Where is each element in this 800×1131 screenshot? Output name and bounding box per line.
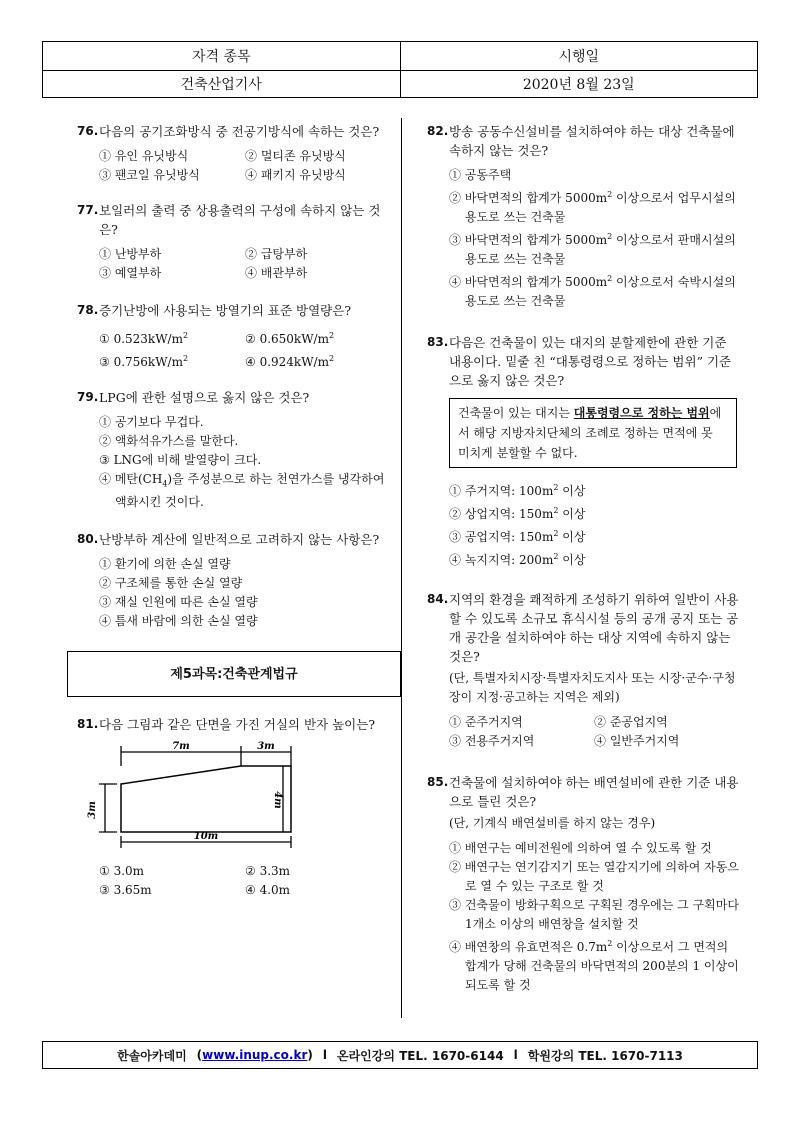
question-text: 다음은 건축물이 있는 대지의 분할제한에 관한 기준 내용이다. 밑줄 친 “대통령령으로 정하는 범위” 기준으로 옳지 않은 것은? [449, 335, 732, 388]
question-number: 77. [77, 203, 99, 217]
option-1[interactable]: ① 공기보다 무겁다. [99, 415, 204, 429]
option-2[interactable]: ② 바닥면적의 합계가 $5000m^2$ 이상으로서 업무시설의 용도로 쓰는 건축물 [449, 190, 736, 224]
footer-separator: l [322, 1048, 327, 1062]
option-4[interactable]: ④ 틈새 바람에 의한 손실 열량 [99, 614, 258, 629]
question-84 [427, 590, 739, 751]
option-4[interactable]: ④ 배연창의 유효면적은 $0.7m^2$ 이상으로서 그 면적의 합계가 당해 건축물의 바닥면적의 200분의 1 이상이 되도록 할 것 [449, 939, 739, 992]
option-2[interactable]: ② $0.650kW/m^2$ [245, 331, 335, 346]
option-1[interactable]: ① 유인 유닛방식 [99, 149, 189, 163]
option-3[interactable]: ③ 3.65m [99, 883, 152, 898]
option-1[interactable]: ① 환기에 의한 손실 열량 [99, 557, 231, 572]
question-condition: (단, 기계식 배연설비를 하지 않는 경우) [449, 816, 656, 830]
option-2[interactable]: ② 액화석유가스를 말한다. [99, 434, 239, 448]
option-3[interactable]: ③ 공업지역: $150m^2$ 이상 [449, 529, 586, 544]
question-number: 81. [77, 717, 99, 732]
option-4[interactable]: ④ 일반주거지역 [594, 734, 680, 748]
question-text: 건축물에 설치하여야 하는 배연설비에 관한 기준 내용으로 틀린 것은? [449, 775, 739, 809]
section-diagram [87, 740, 301, 852]
option-2[interactable]: ② 구조체를 통한 손실 열량 [99, 576, 243, 591]
footer-offline-tel: 학원강의 TEL. 1670-7113 [527, 1048, 683, 1063]
question-83 [427, 333, 739, 570]
question-number: 76. [77, 124, 99, 138]
column-divider [401, 118, 402, 1018]
right-column [427, 122, 739, 1007]
option-1[interactable]: ① 난방부하 [99, 247, 162, 261]
question-text: 증기난방에 사용되는 방열기의 표준 방열량은? [99, 303, 352, 318]
option-4[interactable]: ④ 바닥면적의 합계가 $5000m^2$ 이상으로서 숙박시설의 용도로 쓰는 건축물 [449, 274, 736, 308]
header-exam-date: 2020년 8월 23일 [400, 71, 758, 99]
question-text: 다음의 공기조화방식 중 전공기방식에 속하는 것은? [99, 124, 380, 139]
footer-online-tel: 온라인강의 TEL. 1670-6144 [336, 1048, 504, 1063]
dim-top-right: 3m [257, 741, 275, 753]
option-1[interactable]: ① 배연구는 예비전원에 의하여 열 수 있도록 할 것 [449, 841, 712, 855]
option-4[interactable]: ④ 배관부하 [245, 266, 308, 280]
option-3[interactable]: ③ 전용주거지역 [449, 734, 535, 748]
question-text: LPG에 관한 설명으로 옳지 않은 것은? [99, 390, 310, 405]
left-column [77, 122, 391, 912]
option-2[interactable]: ② 멀티존 유닛방식 [245, 149, 346, 163]
question-78 [77, 301, 391, 372]
option-2[interactable]: ② 배연구는 연기감지기 또는 열감지기에 의하여 자동으로 열 수 있는 구조로 할 것 [449, 860, 739, 893]
question-81 [77, 715, 391, 900]
question-76 [77, 122, 391, 185]
option-3[interactable]: ③ 바닥면적의 합계가 $5000m^2$ 이상으로서 판매시설의 용도로 쓰는 건축물 [449, 232, 736, 266]
footer-academy: 한솔아카데미 [117, 1048, 187, 1063]
option-4[interactable]: ④ 패키지 유닛방식 [245, 168, 346, 182]
option-4[interactable]: ④ 메탄$(CH_4)$을 주성분으로 하는 천연가스를 냉각하여 액화시킨 것이다. [99, 472, 385, 510]
option-2[interactable]: ② 준공업지역 [594, 715, 668, 729]
option-3[interactable]: ③ 팬코일 유닛방식 [99, 168, 200, 182]
footer-bar: 한솔아카데미 (www.inup.co.kr) l 온라인강의 TEL. 1670-6144 l 학원강의 TEL. 1670-7113 [42, 1041, 758, 1069]
question-number: 78. [77, 303, 99, 317]
question-number: 82. [427, 124, 449, 138]
subject-title: 제5과목:건축관계법규 [67, 651, 401, 697]
question-text: 다음 그림과 같은 단면을 가진 거실의 반자 높이는? [99, 717, 376, 733]
dim-bottom: 10m [193, 831, 219, 843]
option-3[interactable]: ③ 예열부하 [99, 266, 162, 280]
footer-separator: l [513, 1048, 518, 1062]
exam-header [42, 41, 758, 98]
header-label-type: 자격 종목 [191, 48, 251, 65]
question-number: 84. [427, 592, 449, 606]
question-79 [77, 388, 391, 512]
option-4[interactable]: ④ $0.924kW/m^2$ [245, 354, 335, 369]
dim-top-left: 7m [172, 741, 190, 753]
option-1[interactable]: ① 공동주택 [449, 168, 512, 182]
header-label-date: 시행일 [400, 42, 758, 70]
dim-left: 3m [87, 801, 98, 820]
option-1[interactable]: ① 준주거지역 [449, 715, 523, 729]
question-82 [427, 122, 739, 311]
option-2[interactable]: ② 상업지역: $150m^2$ 이상 [449, 506, 586, 521]
option-1[interactable]: ① 주거지역: $100m^2$ 이상 [449, 483, 586, 498]
question-text: 방송 공동수신설비를 설치하여야 하는 대상 건축물에 속하지 않는 것은? [449, 124, 735, 158]
question-text: 지역의 환경을 쾌적하게 조성하기 위하여 일반이 사용할 수 있도록 소규모 휴식시설 등의 공개 공지 또는 공개 공간을 설치하여야 하는 대상 지역에 속하지 않는 것은? [449, 592, 739, 664]
option-2[interactable]: ② 급탕부하 [245, 247, 308, 261]
question-condition: (단, 특별자치시장·특별자치도지사 또는 시장·군수·구청장이 지정·공고하는 지역은 제외) [449, 671, 736, 704]
footer-url-link[interactable]: www.inup.co.kr [202, 1048, 308, 1062]
question-number: 85. [427, 775, 449, 789]
option-2[interactable]: ② 3.3m [245, 864, 291, 879]
option-3[interactable]: ③ 재실 인원에 따른 손실 열량 [99, 595, 258, 610]
dim-right: 4m [272, 791, 283, 810]
option-4[interactable]: ④ 녹지지역: $200m^2$ 이상 [449, 552, 586, 567]
question-85 [427, 773, 739, 995]
option-3[interactable]: ③ LNG에 비해 발열량이 크다. [99, 453, 262, 467]
option-1[interactable]: ① $0.523kW/m^2$ [99, 331, 189, 346]
question-text: 난방부하 계산에 일반적으로 고려하지 않는 사항은? [99, 532, 380, 548]
question-number: 79. [77, 390, 99, 404]
question-77 [77, 201, 391, 283]
question-number: 80. [77, 532, 99, 547]
header-exam-type: 건축산업기사 [180, 77, 262, 94]
question-text: 보일러의 출력 중 상용출력의 구성에 속하지 않는 것은? [99, 203, 381, 237]
question-number: 83. [427, 335, 449, 349]
question-80 [77, 530, 391, 631]
option-3[interactable]: ③ $0.756kW/m^2$ [99, 354, 189, 369]
option-3[interactable]: ③ 건축물이 방화구획으로 구획된 경우에는 그 구획마다 1개소 이상의 배연창을 설치할 것 [449, 898, 739, 931]
option-1[interactable]: ① 3.0m [99, 864, 145, 879]
option-4[interactable]: ④ 4.0m [245, 883, 291, 898]
law-excerpt-box: 건축물이 있는 대지는 대통령령으로 정하는 범위에서 해당 지방자치단체의 조례로 정하는 면적에 못 미치게 분할할 수 없다. [449, 398, 737, 468]
